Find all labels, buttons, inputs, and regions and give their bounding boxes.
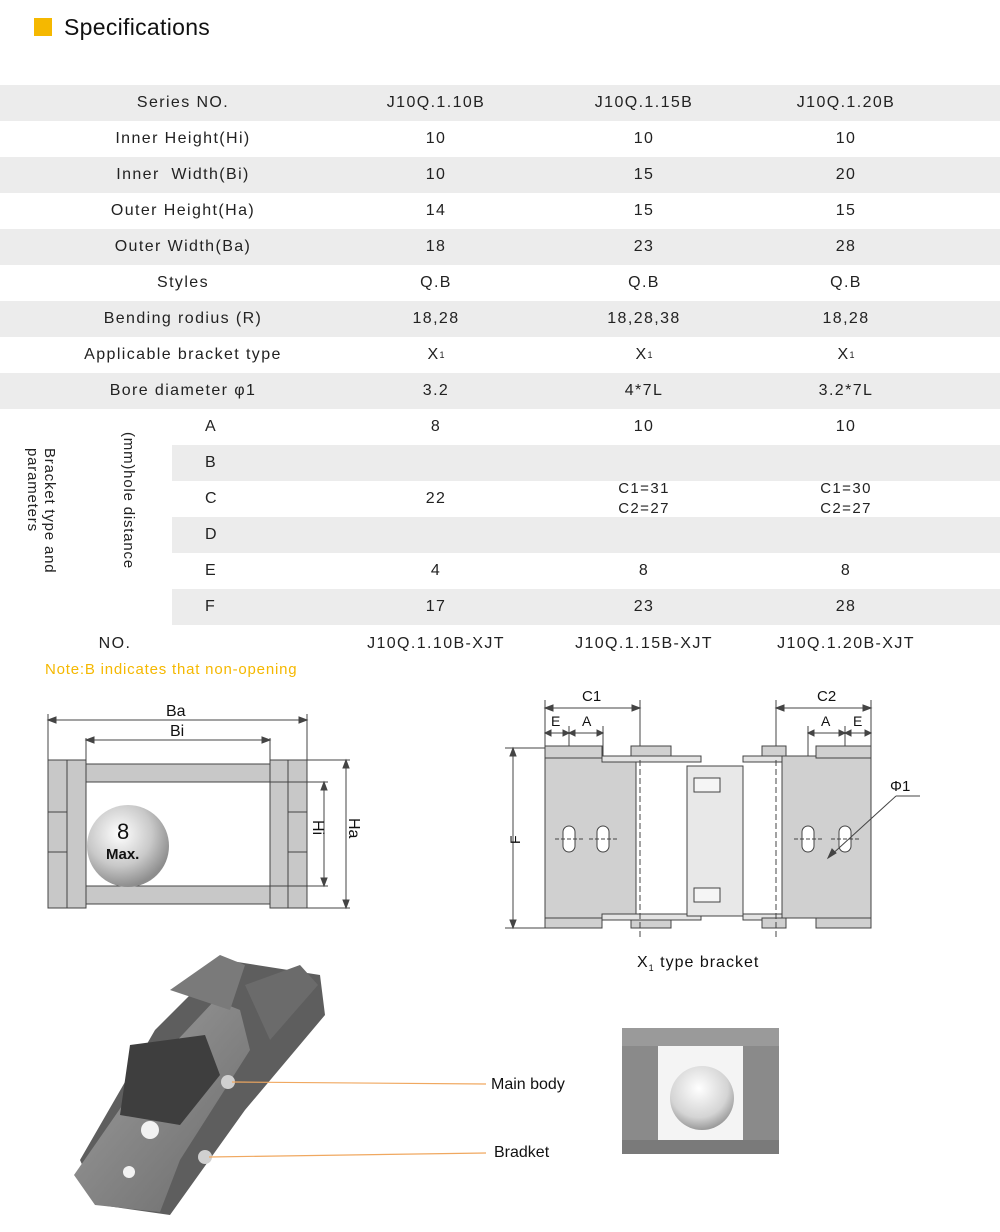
cell-value: 8 [430,418,442,435]
cell-value: 10 [633,130,655,147]
cell-value: 4*7L [624,382,664,399]
dim-label-a: A [582,713,592,729]
dim-label-c2: C2 [817,688,837,705]
subscript: 1 [439,350,445,360]
cell-value: 14 [425,202,447,219]
dim-label-ba: Ba [166,703,186,720]
cell-value: 28 [835,238,857,255]
cell-value: 10 [633,418,655,435]
row-label: A [205,418,218,435]
cell-value: 23 [633,238,655,255]
row-label: Bending rodius (R) [103,310,263,327]
leader-line-bracket [209,1153,486,1157]
cell-value: Q.B [628,274,660,291]
row-label: Outer Width(Ba) [114,238,252,255]
cell-value: J10Q.1.20B-XJT [777,635,915,652]
cell-value: 20 [835,166,857,183]
cell-value: X 1 [837,346,855,363]
cell-value: 22 [425,490,447,507]
bracket-drawing [505,700,920,940]
cell-value: 18,28 [822,310,870,327]
row-label: Applicable bracket type [84,346,282,363]
row-label: D [205,526,218,543]
cell-value: J10Q.1.15B-XJT [575,635,713,652]
cell-value: Q.B [420,274,452,291]
dim-label-f: F [507,835,523,844]
cell-value: X 1 [427,346,445,363]
dim-label-a: A [821,713,831,729]
chain-3d-image [74,955,325,1215]
subgroup-label: (mm)hole distance [120,432,137,569]
cell-value: 15 [633,202,655,219]
ball-max-label: Max. [106,846,140,863]
subscript: 1 [849,350,855,360]
cell-value: Q.B [830,274,862,291]
end-view-image [622,1028,779,1154]
note-text: Note:B indicates that non-opening [45,661,298,678]
cell-value: 17 [425,598,447,615]
dim-label-e: E [551,713,561,729]
cell-value: 10 [425,130,447,147]
dim-label-e: E [853,713,863,729]
cell-value: J10Q.1.10B-XJT [367,635,505,652]
row-label: Series NO. [136,94,230,111]
cell-value: 10 [425,166,447,183]
cell-value: 10 [835,418,857,435]
cell-value: 28 [835,598,857,615]
group-label: Bracket type and parameters [24,448,58,574]
cell-value: J10Q.1.10B [386,94,486,111]
cell-value: 15 [835,202,857,219]
cell-value: 3.2*7L [818,382,874,399]
leader-line-main-body [232,1082,486,1084]
row-label: F [205,598,217,615]
cell-value: X 1 [635,346,653,363]
bracket-label: Bradket [494,1144,550,1161]
cell-value: C1=31 C2=27 [618,480,670,517]
cell-value: J10Q.1.20B [796,94,896,111]
cell-value: 15 [633,166,655,183]
row-label: C [205,490,218,507]
cell-value: 23 [633,598,655,615]
subscript: 1 [647,350,653,360]
cell-value: 18 [425,238,447,255]
row-label: Inner Width(Bi) [116,166,250,183]
row-label: Styles [157,274,209,291]
main-body-label: Main body [491,1076,565,1093]
dim-label-c1: C1 [582,688,602,705]
cell-value: 18,28,38 [607,310,681,327]
cell-value: 18,28 [412,310,460,327]
cell-value: 8 [638,562,650,579]
row-label: Bore diameter φ1 [109,382,257,399]
cell-value: 3.2 [422,382,450,399]
row-label: B [205,454,218,471]
ball-size-label: 8 [117,819,130,844]
dim-label-ha: Ha [345,818,362,839]
page-title: Specifications [64,13,211,40]
cell-value: 8 [840,562,852,579]
cross-section-drawing [48,714,350,908]
cell-value: C1=30 C2=27 [820,480,872,517]
bracket-caption: $X_1$ type bracket [637,954,760,974]
dim-label-phi: Φ1 [890,778,911,795]
cell-value: 10 [835,130,857,147]
cell-value: 4 [430,562,442,579]
dim-label-hi: Hi [309,820,326,836]
dim-label-bi: Bi [170,723,185,740]
row-label: NO. [98,635,132,652]
row-label: E [205,562,218,579]
row-label: Outer Height(Ha) [110,202,256,219]
row-label: Inner Height(Hi) [115,130,251,147]
cell-value: J10Q.1.15B [594,94,694,111]
